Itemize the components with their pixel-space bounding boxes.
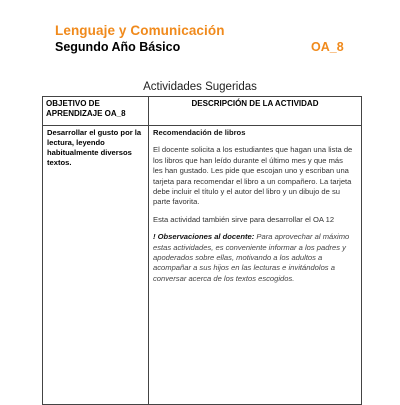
teacher-observations <box>153 232 353 284</box>
activity-description <box>149 126 362 405</box>
activity-paragraph-1: El docente solicita a los estudiantes que hagan una lista de los libros que han leído durante el último mes y que más les han gustado. Les pide que escojan uno y escriban una tarjeta para recomendar el libro a un compañero. La tarjeta debe incluir el título y el autor del libro y un dibujo de su parte favorita. <box>153 145 353 207</box>
observations-label: ! Observaciones al docente: <box>153 232 255 242</box>
table-header-row <box>43 97 362 126</box>
description-column-header: DESCRIPCIÓN DE LA ACTIVIDAD <box>149 97 362 126</box>
activity-title: Recomendación de libros <box>153 128 246 137</box>
observations-text: Para aprovechar al máximo estas actividades, es conveniente informar a los padres y apoderados sobre ellas, motivando a los adultos a acompañar a sus hijos en las lecturas e invitándolos a conversar acerca de los textos escogidos. <box>153 232 350 283</box>
objective-code: OA_8 <box>311 40 344 54</box>
activity-paragraph-2: Esta actividad también sirve para desarrollar el OA 12 <box>153 214 335 224</box>
table-row <box>43 126 362 405</box>
grade-subtitle: Segundo Año Básico <box>55 40 181 54</box>
document-title: Lenguaje y Comunicación <box>55 23 225 38</box>
objective-text: Desarrollar el gusto por la lectura, leyendo habitualmente diversos textos. <box>43 126 149 405</box>
section-title: Actividades Sugeridas <box>143 81 257 93</box>
activity-table <box>42 96 362 405</box>
objective-column-header: OBJETIVO DE APRENDIZAJE OA_8 <box>43 97 149 126</box>
